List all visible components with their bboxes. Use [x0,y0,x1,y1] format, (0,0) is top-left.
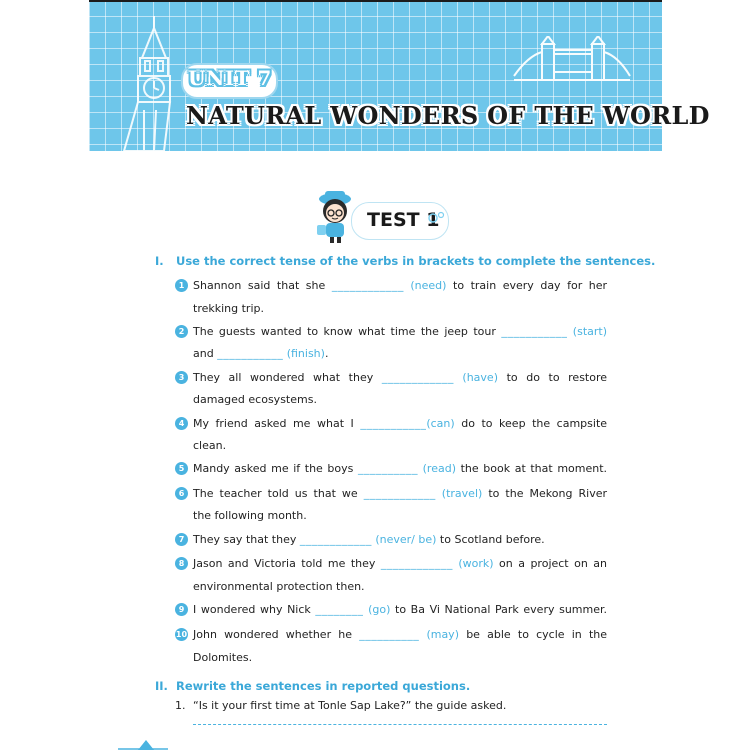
exercise-item-3-line-2: damaged ecosystems. [193,393,317,406]
exercise-item-3-line-1 [193,371,607,384]
answer-line[interactable] [193,724,607,725]
answer-blank[interactable]: __________ [359,628,420,641]
exercise-item-5-line-1 [193,462,607,475]
section-1-number: I. [155,254,164,268]
exercise-item-10-line-1 [193,628,607,641]
exercise-item-6-line-2: the following month. [193,509,307,522]
section-2-heading: Rewrite the sentences in reported questions. [176,679,471,693]
exercise-item-10-line-2: Dolomites. [193,651,253,664]
item-text: do to keep the campsite [461,417,608,430]
exercise-item-8-line-1 [193,557,607,570]
verb-cue: (finish) [286,347,325,360]
answer-blank[interactable]: ____________ [299,533,372,546]
answer-blank[interactable]: ___________ [360,417,427,430]
item-text: Jason and Victoria told me they [193,557,376,570]
answer-blank[interactable]: ___________ [217,347,284,360]
verb-cue: (never/ be) [375,533,437,546]
answer-blank[interactable]: ____________ [380,557,453,570]
verb-cue: (may) [426,628,459,641]
exercise-item-4-line-1 [193,417,607,430]
answer-blank[interactable]: ____________ [363,487,436,500]
item-text: to the Mekong River [488,487,607,500]
clock-tower-illustration [104,14,174,151]
sparkle-icon [427,209,447,227]
item-text: on a project on an [499,557,607,570]
item-text: and [193,347,214,360]
answer-blank[interactable]: ____________ [331,279,404,292]
question-number: 1. [175,699,186,712]
item-text: My friend asked me what I [193,417,354,430]
exercise-item-2-line-2 [193,347,328,360]
verb-cue: (read) [422,462,456,475]
question-text: “Is it your first time at Tonle Sap Lake?” the guide asked. [193,699,507,712]
item-number: 9 [175,603,188,616]
exercise-item-1-line-2: trekking trip. [193,302,264,315]
item-text: to train every day for her [453,279,608,292]
answer-blank[interactable]: ________ [315,603,364,616]
item-number: 3 [175,371,188,384]
unit-label: UNIT 7 [188,66,272,90]
answer-blank[interactable]: ____________ [381,371,454,384]
item-text: the book at that moment. [460,462,608,475]
item-number: 1 [175,279,188,292]
verb-cue: (work) [458,557,494,570]
item-text: to Ba Vi National Park every summer. [395,603,608,616]
item-number: 4 [175,417,188,430]
item-text: to Scotland before. [439,533,545,546]
answer-blank[interactable]: __________ [358,462,418,475]
item-text: John wondered whether he [193,628,353,641]
exercise-item-1-line-1 [193,279,607,292]
verb-cue: (need) [410,279,447,292]
item-number: 5 [175,462,188,475]
banner-top-border [89,0,662,2]
page-footer-decoration-icon [118,736,168,750]
section-1-heading: Use the correct tense of the verbs in brackets to complete the sentences. [176,254,656,268]
item-text: I wondered why Nick [193,603,311,616]
item-number: 8 [175,557,188,570]
exercise-item-4-line-2: clean. [193,439,227,452]
exercise-item-6-line-1 [193,487,607,500]
item-number: 7 [175,533,188,546]
girl-mascot-icon [311,187,363,245]
item-number: 2 [175,325,188,338]
answer-blank[interactable]: ___________ [501,325,568,338]
item-number: 10 [175,630,188,639]
item-text: Shannon said that she [193,279,326,292]
verb-cue: (start) [572,325,607,338]
item-text: . [324,347,329,360]
item-text: be able to cycle in the [466,628,608,641]
verb-cue: (have) [462,371,498,384]
item-number: 6 [175,487,188,500]
item-text: Mandy asked me if the boys [193,462,354,475]
verb-cue: (can) [426,417,455,430]
item-text: They say that they [193,533,297,546]
item-text: They all wondered what they [193,371,374,384]
verb-cue: (travel) [441,487,483,500]
test-title: TEST 1 [367,209,440,231]
exercise-item-2-line-1 [193,325,607,338]
verb-cue: (go) [368,603,391,616]
item-text: to do to restore [506,371,608,384]
exercise-item-9-line-1 [193,603,607,616]
test-heading [311,187,447,245]
item-text: The guests wanted to know what time the jeep tour [193,325,496,338]
item-text: The teacher told us that we [193,487,358,500]
tower-bridge-illustration [512,36,632,86]
exercise-item-8-line-2: environmental protection then. [193,580,365,593]
section-2-number: II. [155,679,168,693]
exercise-item-7-line-1 [193,533,545,546]
unit-title: NATURAL WONDERS OF THE WORLD [186,101,710,130]
